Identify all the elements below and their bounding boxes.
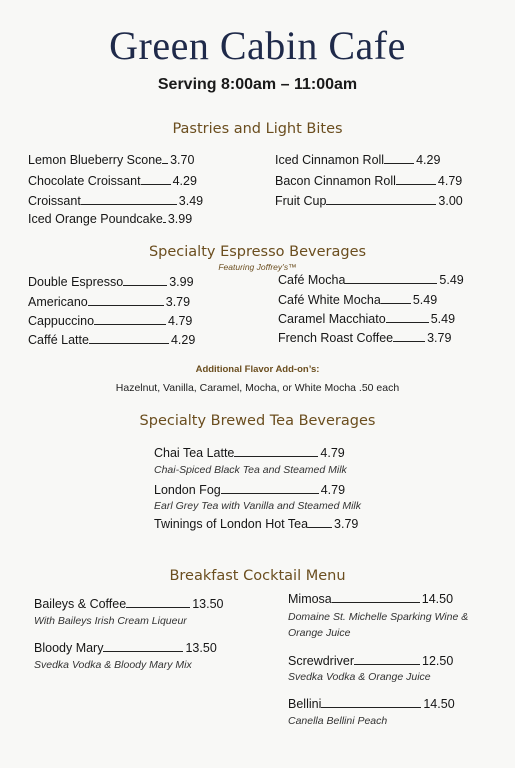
item-price: 3.99 [167,212,193,226]
item-name: Café Mocha [278,273,346,287]
item-name: Iced Cinnamon Roll [275,153,385,167]
item-price: 3.49 [178,194,204,208]
item-description: Domaine St. Michelle Sparking Wine & [288,611,469,623]
item-description: Svedka Vodka & Bloody Mary Mix [34,659,192,671]
item-name: London Fog [154,483,221,497]
item-price: 5.49 [412,293,438,307]
menu-item [28,173,197,189]
menu-item [28,313,192,329]
item-description: Earl Grey Tea with Vanilla and Steamed Milk [154,500,361,512]
item-price: 5.49 [439,273,464,287]
item-price: 4.29 [172,174,197,188]
item-name: Double Espresso [28,275,124,289]
item-name: Twinings of London Hot Tea [154,517,309,531]
serving-hours: Serving 8:00am – 11:00am [157,76,358,93]
addons-text: Hazelnut, Vanilla, Caramel, Mocha, or White Mocha .50 each [115,382,400,394]
section-subheading-espresso: Featuring Joffrey’s™ [218,262,297,272]
item-name: Fruit Cup [275,194,327,208]
section-heading-cocktails: Breakfast Cocktail Menu [169,568,346,584]
item-price: 3.79 [334,517,359,531]
menu-item [28,193,203,209]
item-price: 3.99 [169,275,194,289]
menu-item [154,482,345,498]
item-price: 5.49 [430,312,456,326]
item-price: 3.79 [165,295,191,309]
item-price: 3.70 [170,153,195,167]
menu-item [288,591,453,607]
menu-item [275,152,440,168]
item-price: 14.50 [421,592,454,606]
item-name: Chai Tea Latte [154,446,235,460]
section-heading-pastries: Pastries and Light Bites [172,121,343,137]
menu-item [34,596,223,612]
item-description: Canella Bellini Peach [288,715,388,727]
addons-heading: Additional Flavor Add-on’s: [195,364,320,375]
item-name: Café White Mocha [278,293,381,307]
item-name: Americano [28,295,88,309]
item-price: 4.79 [437,174,463,188]
item-name: Caffé Latte [28,333,89,347]
menu-item [28,332,195,348]
item-name: Caramel Macchiato [278,312,386,326]
item-price: 4.29 [170,333,196,347]
page-title: Green Cabin Cafe [109,23,406,68]
item-price: 12.50 [422,654,454,668]
menu-item [28,211,192,227]
item-name: Cappuccino [28,314,95,328]
item-name: French Roast Coffee [278,331,394,345]
item-price: 14.50 [423,697,455,711]
item-description: Orange Juice [288,627,351,639]
menu-item [275,173,462,189]
item-name: Bellini [288,697,322,711]
item-price: 13.50 [192,597,224,611]
item-price: 3.00 [438,194,463,208]
menu-item [154,445,345,461]
section-heading-tea: Specialty Brewed Tea Beverages [139,413,376,429]
menu-item [28,274,194,290]
item-description: Chai-Spiced Black Tea and Steamed Milk [154,464,347,476]
menu-item [34,640,217,656]
item-name: Iced Orange Poundcake [28,212,163,226]
item-name: Bloody Mary [34,641,104,655]
item-name: Mimosa [288,592,332,606]
section-heading-espresso: Specialty Espresso Beverages [148,244,367,260]
item-price: 4.79 [168,314,193,328]
menu-item [278,330,451,346]
item-name: Baileys & Coffee [34,597,127,611]
item-name: Lemon Blueberry Scone [28,153,163,167]
item-price: 13.50 [185,641,217,655]
menu-item [278,311,455,327]
menu-item [278,272,464,288]
item-name: Screwdriver [288,654,354,668]
menu-item [154,516,358,532]
item-price: 4.29 [416,153,441,167]
item-name: Croissant [28,194,81,208]
item-name: Bacon Cinnamon Roll [275,174,396,188]
menu-item [288,653,453,669]
item-price: 4.79 [320,446,345,460]
item-description: With Baileys Irish Cream Liqueur [34,615,187,627]
item-price: 4.79 [320,483,346,497]
menu-item [288,696,455,712]
menu-item [28,152,194,168]
item-price: 3.79 [427,331,452,345]
menu-item [278,292,437,308]
menu-item [275,193,463,209]
menu-item [28,294,190,310]
item-description: Svedka Vodka & Orange Juice [288,671,431,683]
item-name: Chocolate Croissant [28,174,141,188]
